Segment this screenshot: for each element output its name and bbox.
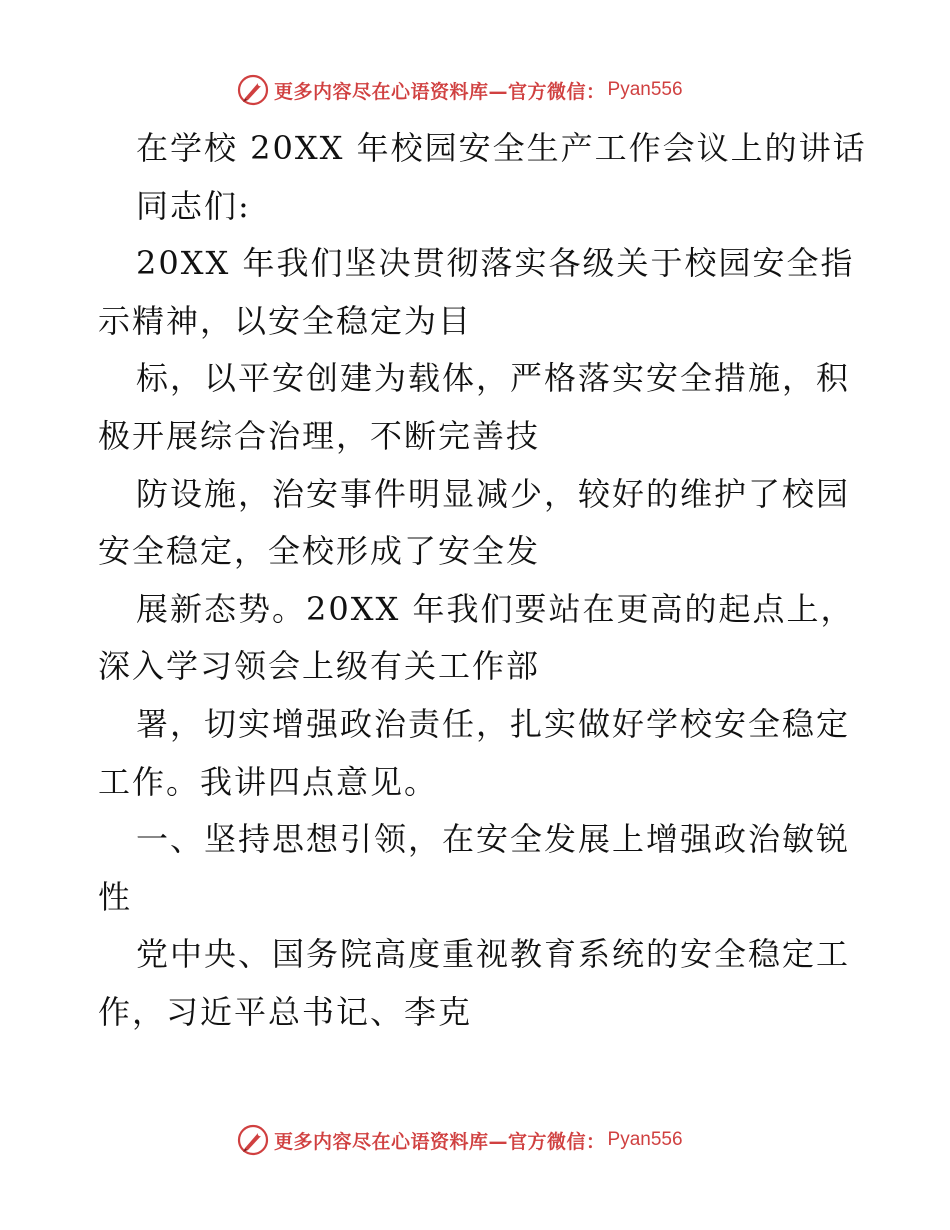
text-line: 极开展综合治理，不断完善技 xyxy=(98,416,541,455)
document-title: 在学校 20XX 年校园安全生产工作会议上的讲话 xyxy=(136,129,867,167)
section-heading-line: 性 xyxy=(98,877,133,916)
pen-logo-icon xyxy=(236,73,270,107)
salutation-line: 同志们: xyxy=(136,186,251,225)
text-line: 展新态势。20XX 年我们要站在更高的起点上， xyxy=(136,589,855,628)
header-watermark-banner xyxy=(236,73,683,107)
text-line: 作，习近平总书记、李克 xyxy=(98,992,473,1031)
footer-banner-text: 更多内容尽在心语资料库—官方微信： xyxy=(274,1130,606,1153)
speech-body xyxy=(98,120,867,1042)
text-line: 20XX 年我们坚决贯彻落实各级关于校园安全指 xyxy=(136,244,855,283)
pen-logo-icon xyxy=(236,1123,270,1157)
header-banner-text: 更多内容尽在心语资料库—官方微信： xyxy=(274,80,606,103)
section-heading-line: 一、坚持思想引领，在安全发展上增强政治敏锐 xyxy=(136,820,851,859)
text-line: 深入学习领会上级有关工作部 xyxy=(98,647,541,686)
text-line: 标，以平安创建为载体，严格落实安全措施，积 xyxy=(136,359,851,398)
text-line: 防设施，治安事件明显减少，较好的维护了校园 xyxy=(136,474,851,513)
footer-banner-id: Pyan556 xyxy=(607,1129,683,1150)
text-line: 示精神，以安全稳定为目 xyxy=(98,301,473,340)
text-line: 党中央、国务院高度重视教育系统的安全稳定工 xyxy=(136,935,851,974)
footer-watermark-banner xyxy=(236,1123,683,1157)
text-line: 安全稳定，全校形成了安全发 xyxy=(98,532,541,571)
text-line: 署，切实增强政治责任，扎实做好学校安全稳定 xyxy=(136,704,851,743)
header-banner-id: Pyan556 xyxy=(607,79,683,100)
text-line: 工作。我讲四点意见。 xyxy=(98,762,439,801)
